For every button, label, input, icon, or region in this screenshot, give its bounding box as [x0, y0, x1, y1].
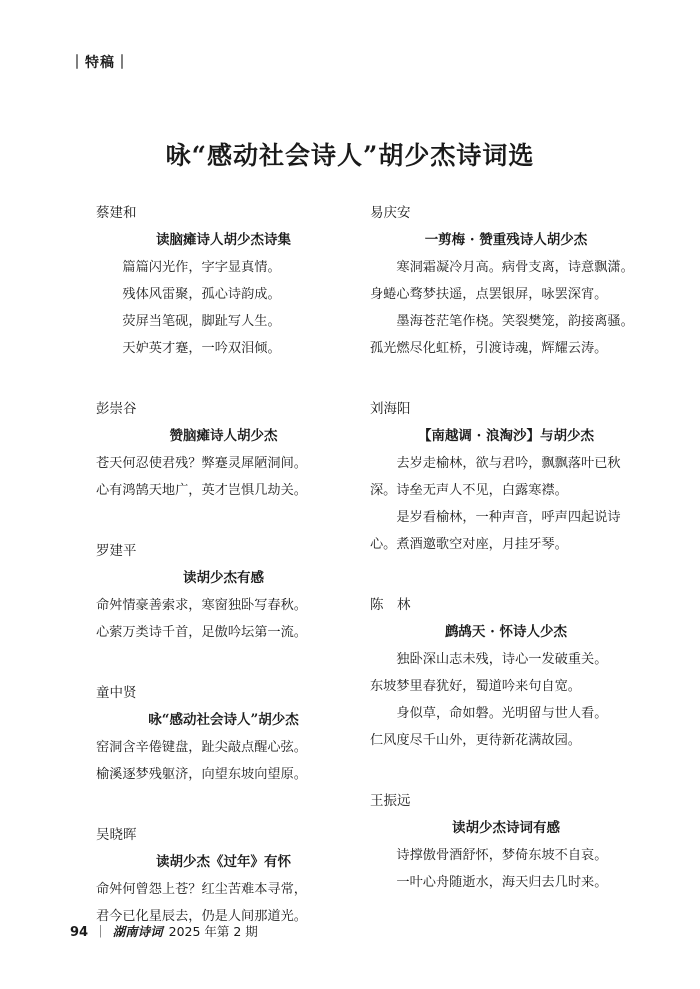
poem-line: 身似草，命如磐。光明留与世人看。 [396, 706, 608, 721]
footer [70, 922, 258, 940]
poem-block [96, 538, 351, 646]
right-column [370, 200, 642, 930]
poem-line: 心。煮酒邀歌空对座，月挂牙琴。 [370, 537, 568, 552]
poem-line: 荧屏当笔砚，脚趾写人生。 [122, 314, 281, 329]
poem-title: 读胡少杰有感 [183, 570, 264, 586]
footer-separator: ｜ [94, 924, 107, 939]
poem-block [370, 788, 642, 896]
poem-line: 仁风度尽千山外，更待新花满故园。 [370, 733, 581, 748]
poem-line: 篇篇闪光作，字字显真情。 [122, 260, 281, 275]
poem-line: 心有鸿鹄天地广，英才岂惧几劫关。 [96, 483, 307, 498]
poem-line: 天妒英才蹇，一吟双泪倾。 [122, 341, 281, 356]
poem-line: 东坡梦里春犹好，蜀道吟来句自宽。 [370, 679, 581, 694]
poem-line: 榆溪逐梦残躯济，向望东坡向望原。 [96, 767, 307, 782]
page-number: 94 [70, 925, 89, 940]
poem-block [96, 680, 351, 788]
poem-author: 罗建平 [96, 543, 137, 559]
poem-author: 陈 林 [370, 597, 411, 613]
poem-line: 孤光燃尽化虹桥，引渡诗魂，辉耀云涛。 [370, 341, 608, 356]
poem-block [96, 396, 351, 504]
poem-line: 身蜷心骛梦扶遥，点罢银屏，咏罢深宵。 [370, 287, 608, 302]
poem-line: 心萦万类诗千首，足傲吟坛第一流。 [96, 625, 307, 640]
poem-title: 赞脑瘫诗人胡少杰 [169, 428, 278, 444]
poem-author: 易庆安 [370, 205, 411, 221]
poem-block [370, 396, 642, 558]
poem-line: 命舛情豪善索求，寒窗独卧写春秋。 [96, 598, 307, 613]
poem-line: 墨海苍茫笔作桡。笑裂樊笼，韵接离骚。 [396, 314, 634, 329]
poem-line: 独卧深山志未残，诗心一发破重关。 [396, 652, 608, 667]
poem-block [370, 592, 642, 754]
left-column [96, 200, 351, 964]
poem-line: 寒洞霜凝冷月高。病骨支离，诗意飘潇。 [396, 260, 634, 275]
page-title: 咏“感动社会诗人”胡少杰诗词选 [165, 141, 535, 170]
poem-line: 诗撑傲骨酒舒怀，梦倚东坡不自哀。 [396, 848, 608, 863]
poem-block [370, 200, 642, 362]
poem-author: 刘海阳 [370, 401, 411, 417]
poem-author: 童中贤 [96, 685, 137, 701]
poem-line: 是岁看榆林，一种声音，呼声四起说诗 [396, 510, 621, 525]
poem-line: 君今已化星辰去，仍是人间那道光。 [96, 909, 307, 924]
poem-title: 一剪梅 · 赞重残诗人胡少杰 [424, 232, 588, 248]
poem-title: 【南越调 · 浪淘沙】与胡少杰 [417, 428, 595, 444]
poem-block [96, 200, 351, 362]
issue-label: 2025 年第 2 期 [168, 924, 258, 939]
poem-block [96, 822, 351, 930]
poem-line: 去岁走榆林，欲与君吟，飘飘落叶已秋 [396, 456, 621, 471]
poem-author: 吴晓晖 [96, 827, 137, 843]
poem-title: 读胡少杰诗词有感 [452, 820, 560, 836]
poem-title: 鹧鸪天 · 怀诗人少杰 [444, 624, 568, 640]
poem-author: 彭崇谷 [96, 401, 137, 417]
poem-line: 残体风雷聚，孤心诗韵成。 [122, 287, 281, 302]
poem-line: 苍天何忍使君残？弊蹇灵犀陋洞间。 [96, 456, 307, 471]
poem-author: 蔡建和 [96, 205, 137, 221]
poem-author: 王振远 [370, 793, 411, 809]
publication-name: 湖南诗词 [112, 924, 163, 939]
section-tag: ｜特稿｜ [70, 55, 130, 71]
poem-title: 读脑瘫诗人胡少杰诗集 [156, 232, 291, 248]
poem-line: 窑洞含辛倦键盘，趾尖敲点醒心弦。 [96, 740, 307, 755]
poem-title: 读胡少杰《过年》有怀 [156, 854, 291, 870]
poem-line: 命舛何曾怨上苍？红尘苦难本寻常， [96, 882, 307, 897]
poem-line: 一叶心舟随逝水，海天归去几时来。 [396, 875, 608, 890]
poem-title: 咏“感动社会诗人”胡少杰 [148, 712, 299, 728]
poem-line: 深。诗垒无声人不见，白露寒襟。 [370, 483, 568, 498]
